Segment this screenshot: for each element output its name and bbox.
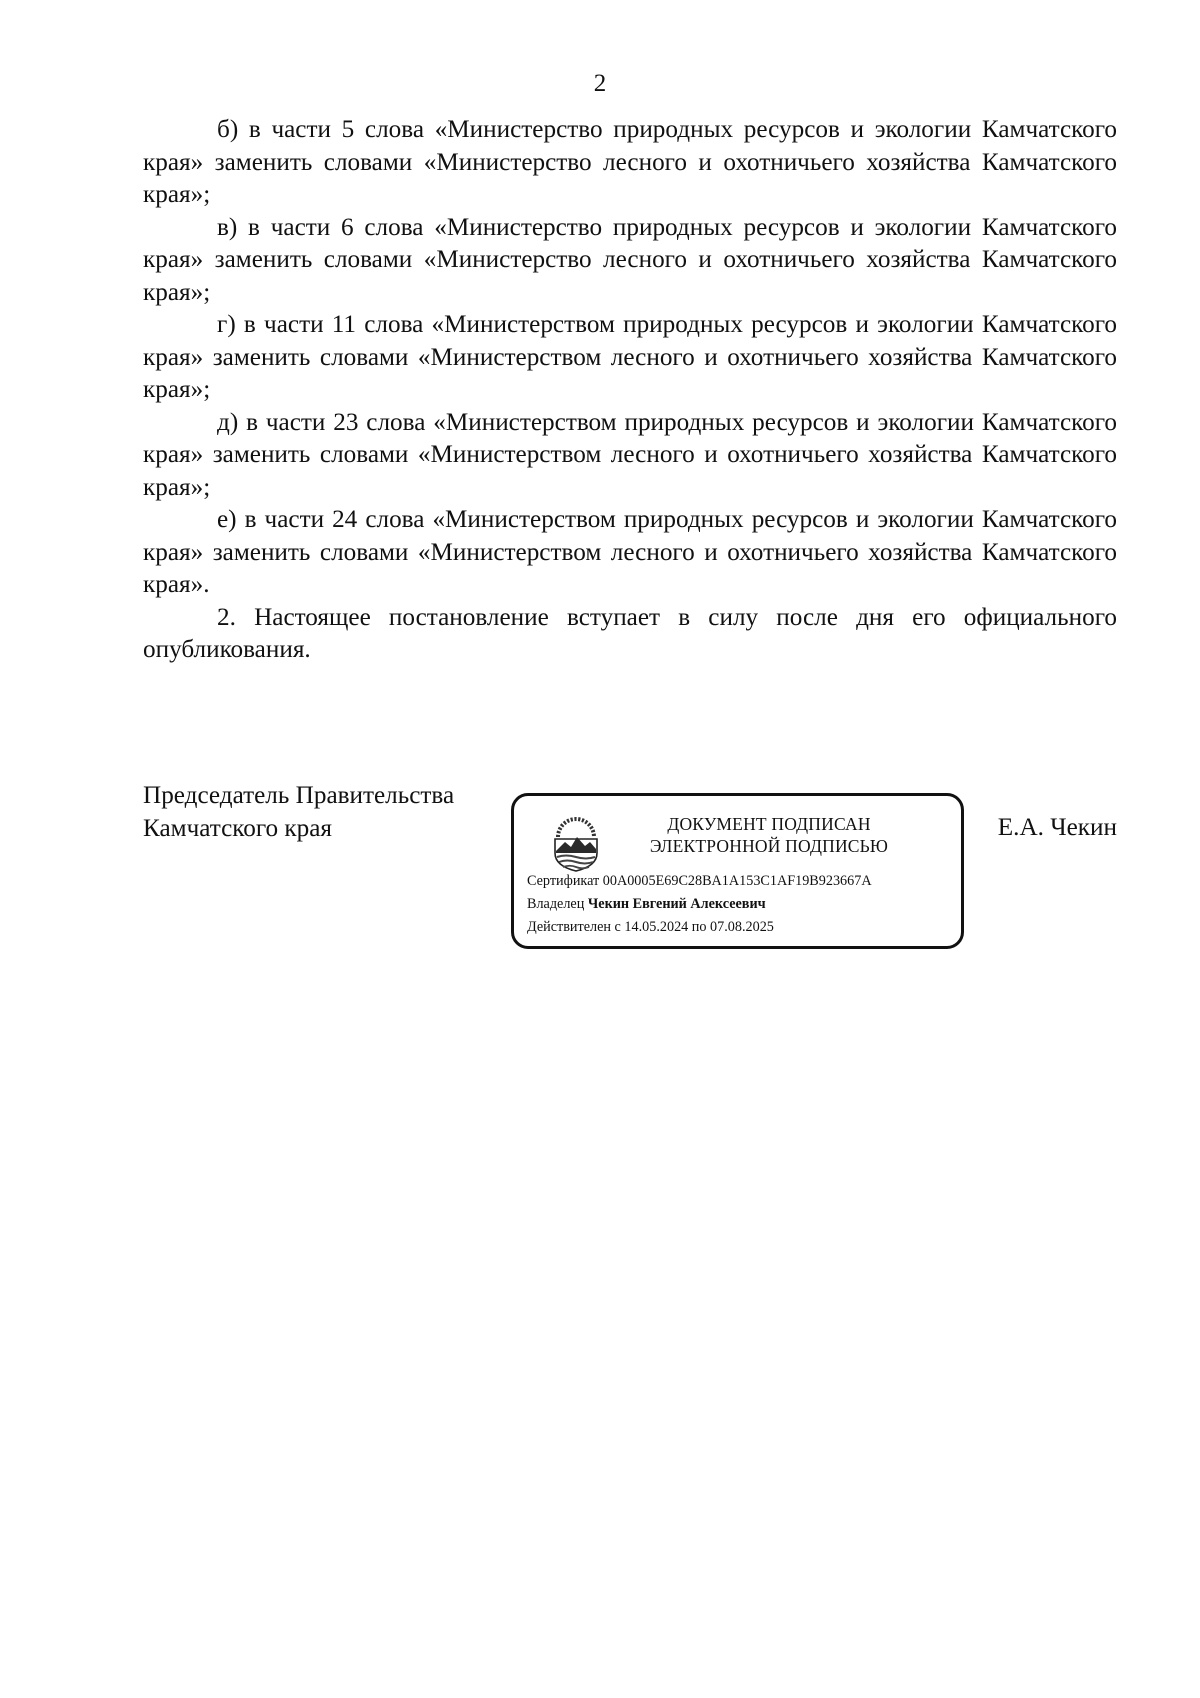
amendment-paragraph: д) в части 23 слова «Министерством природных ресурсов и экологии Камчатского края» заменить словами «Министерством лесного и охотничьего хозяйства Камчатского края»; xyxy=(143,408,1117,501)
kamchatka-coat-of-arms-icon xyxy=(552,811,600,873)
stamp-title xyxy=(614,813,924,857)
owner-label: Владелец xyxy=(527,896,585,912)
amendment-paragraph: в) в части 6 слова «Министерство природных ресурсов и экологии Камчатского края» заменить словами «Министерство лесного и охотничьего хозяйства Камчатского края»; xyxy=(143,213,1117,306)
valid-from-label: с xyxy=(614,919,621,935)
amendment-paragraph: г) в части 11 слова «Министерством природных ресурсов и экологии Камчатского края» заменить словами «Министерством лесного и охотничьего хозяйства Камчатского края»; xyxy=(143,311,1117,403)
signatory-position-line: Председатель Правительства xyxy=(143,782,455,809)
signatory-position-line: Камчатского края xyxy=(143,814,333,842)
amendment-paragraph: б) в части 5 слова «Министерство природных ресурсов и экологии Камчатского края» заменить словами «Министерство лесного и охотничьего хозяйства Камчатского края»; xyxy=(143,116,1117,208)
certificate-line xyxy=(527,870,872,893)
page-number: 2 xyxy=(593,70,607,97)
effective-date-paragraph: 2. Настоящее постановление вступает в силу после дня его официального опубликования. xyxy=(143,603,1117,663)
owner-value: Чекин Евгений Алексеевич xyxy=(587,896,766,912)
valid-from-date: 14.05.2024 xyxy=(624,919,689,935)
amendment-paragraph: е) в части 24 слова «Министерством природных ресурсов и экологии Камчатского края» заменить словами «Министерством лесного и охотничьего хозяйства Камчатского края». xyxy=(143,506,1117,598)
document-body xyxy=(143,114,1117,667)
stamp-title-line: ЭЛЕКТРОННОЙ ПОДПИСЬЮ xyxy=(649,836,889,856)
certificate-value: 00A0005E69C28BA1A153C1AF19B923667A xyxy=(602,873,872,889)
signatory-position xyxy=(143,780,454,845)
valid-to-label: по xyxy=(691,919,707,935)
certificate-label: Сертификат xyxy=(527,873,600,889)
stamp-title-line: ДОКУМЕНТ ПОДПИСАН xyxy=(667,814,871,834)
valid-label: Действителен xyxy=(527,919,611,935)
owner-line xyxy=(527,893,872,916)
validity-line xyxy=(527,916,872,939)
valid-to-date: 07.08.2025 xyxy=(710,919,774,935)
signatory-name: Е.А. Чекин xyxy=(997,814,1117,841)
electronic-signature-stamp xyxy=(511,793,964,949)
stamp-details xyxy=(527,870,872,939)
